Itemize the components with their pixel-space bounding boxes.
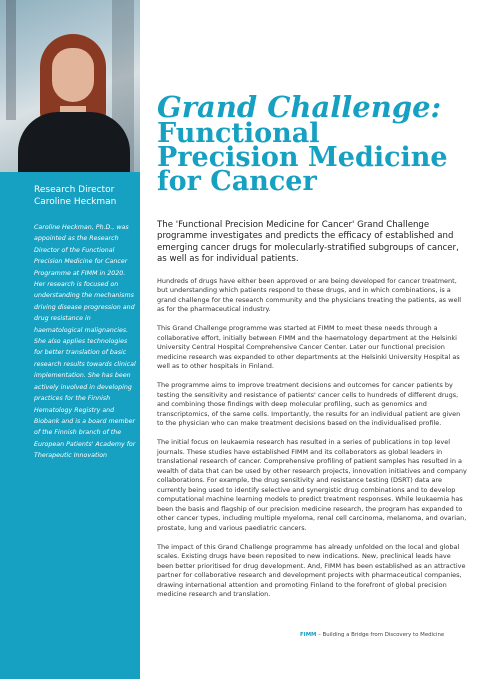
running-footer xyxy=(300,632,444,638)
title-line-3: Precision Medicine xyxy=(157,142,448,173)
title-line-4: for Cancer xyxy=(157,166,317,197)
footer-tagline: – Building a Bridge from Discovery to Medicine xyxy=(318,632,445,638)
body-paragraph: This Grand Challenge programme was started at FIMM to meet these needs through a collaborative effort, initially between FIMM and the haematology department at the Helsinki University Central Hospital Comprehensive Cancer Center. Later our functional precision medicine research was expanded to other departments at the Helsinki University Hospital as well as to other hospitals in Finland. xyxy=(157,324,460,371)
title-line-1: Grand Challenge: xyxy=(157,90,442,124)
page-number-divider xyxy=(44,630,45,641)
portrait-face xyxy=(52,48,94,102)
body-paragraph: The impact of this Grand Challenge programme has already unfolded on the local and global scales. Existing drugs have been reposited to new indications. New, preclinical leads have been better prioritised for drug development. And, FIMM has been established as an attractive partner for collaborative research and development projects with pharmaceutical companies, drawing international attention and promoting Finland to the forefront of global precision medicine research and translation. xyxy=(157,542,466,599)
page-number: 8 xyxy=(34,632,39,641)
body-paragraph: The initial focus on leukaemia research has resulted in a series of publications in top level journals. These studies have established FIMM and its collaborators as global leaders in translational research of cancer. Comprehensive profiling of patient samples has resulted in a wealth of data that can be used by other research projects, innovation initiatives and company collaborations. For example, the drug sensitivity and resistance testing (DSRT) data are currently being used to identify selective and synergistic drug combinations and to develop computational machine learning models to predict treatment responses. While leukaemia has been the basis and flagship of our precision medicine research, the program has expanded to other cancer types, including multiple myeloma, renal cell carcinoma, melanoma, and ovarian, prostate, lung and various paediatric cancers. xyxy=(157,438,467,532)
portrait-photo xyxy=(0,0,140,172)
lead-paragraph: The 'Functional Precision Medicine for Cancer' Grand Challenge programme investigates and predicts the efficacy of established and emerging cancer drugs for molecularly-stratified subgroups of cancer, as well as for individual patients. xyxy=(157,220,459,265)
body-paragraph: Hundreds of drugs have either been approved or are being developed for cancer treatment, but understanding which patients respond to these drugs, and in which combinations, is a grand challenge for the research community and the physicians treating the patients, as well as for the pharmaceutical industry. xyxy=(157,276,462,314)
background-pillar xyxy=(6,0,16,120)
page-title xyxy=(157,90,477,197)
body-paragraph: The programme aims to improve treatment decisions and outcomes for cancer patients by testing the sensitivity and resistance of patients' cancer cells to hundreds of different drugs, and combining those findings with deep molecular profiling, such as genomics and transcriptomics, of the same cells. Importantly, the results for an individual patient are given to the physician who can make treatment decisions based on the individualised profile. xyxy=(157,381,461,428)
article-body xyxy=(157,220,468,609)
portrait-jacket xyxy=(18,112,130,172)
title-line-2: Functional xyxy=(157,118,320,149)
author-title xyxy=(34,185,138,208)
author-bio: Caroline Heckman, Ph.D., was appointed as the Research Director of the Functional Precision Medicine for Cancer Programme at FIMM in 2020. Her research is focused on understanding the mechanisms driving disease progression and drug resistance in haematological malignancies. She also applies technologies for better translation of basic research results towards clinical implementation. She has been actively involved in developing practices for the Finnish Hematology Registry and Biobank and is a board member of the Finnish branch of the European Patients' Academy for Therapeutic Innovation xyxy=(34,224,136,460)
footer-brand: FIMM xyxy=(300,632,317,638)
author-role: Research Director xyxy=(34,185,115,195)
sidebar xyxy=(0,0,140,679)
author-name: Caroline Heckman xyxy=(34,196,117,207)
